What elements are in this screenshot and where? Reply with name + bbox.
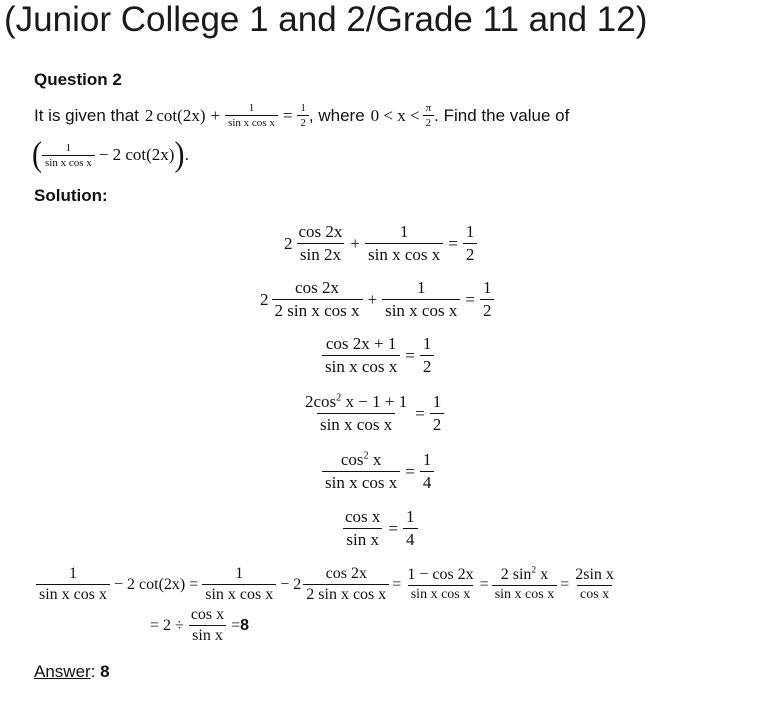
question-fraction-1: [225, 102, 278, 129]
fraction-numerator: [498, 566, 551, 585]
minus-cot-term: − 2 cot(2x) =: [114, 575, 199, 593]
coefficient: 2: [284, 233, 293, 253]
fraction-a: [302, 392, 410, 435]
equals-sign: =: [282, 105, 293, 125]
fraction-denominator: sin x cos x: [225, 115, 278, 129]
fraction-denominator: sin 2x: [297, 243, 344, 265]
fraction-numerator: cos 2x: [325, 565, 367, 582]
equals-sign: =: [465, 289, 475, 309]
fraction-denominator: sin x: [343, 528, 382, 550]
plus-sign: +: [367, 289, 378, 309]
solution-line-1: [284, 222, 477, 265]
fraction-a: [272, 278, 363, 321]
expression-period: .: [184, 145, 190, 164]
numerator-text: cos: [340, 450, 364, 469]
right-paren: ): [174, 135, 185, 174]
fraction-numerator: 1: [69, 565, 77, 582]
fraction-denominator: 2 sin x cos x: [303, 584, 389, 604]
inequality: 0 < x <: [370, 105, 420, 125]
equals-sign: =: [415, 403, 425, 423]
fraction-b: [382, 278, 460, 321]
exponent: 2: [363, 450, 369, 462]
fraction-denominator: 2 sin x cos x: [272, 299, 363, 321]
fraction-numerator: 1: [248, 102, 255, 114]
expression-rest: − 2 cot(2x): [98, 145, 175, 164]
fraction-rhs: [403, 507, 418, 550]
equals-sign: =: [448, 233, 458, 253]
cot-term: cot(2x): [156, 105, 206, 125]
page-title: (Junior College 1 and 2/Grade 11 and 12): [4, 0, 648, 39]
expression-fraction: [42, 142, 95, 169]
fraction-numerator: [338, 450, 385, 471]
fraction-denominator: 2: [463, 243, 478, 265]
numerator-text: 2cos: [305, 392, 337, 411]
fraction-numerator: π: [425, 102, 432, 114]
fraction-denominator: sin x cos x: [492, 585, 558, 603]
question-intro: It is given that: [34, 105, 139, 125]
fraction-denominator: 4: [403, 528, 418, 550]
numerator-text-rest: x: [368, 450, 382, 469]
fraction-numerator: cos x: [190, 606, 225, 623]
fraction-numerator: cos 2x + 1: [325, 334, 397, 353]
question-heading: Question 2: [34, 70, 122, 89]
fraction-denominator: 2: [297, 115, 309, 129]
fraction-numerator: 1: [235, 565, 244, 582]
coefficient: 2: [260, 289, 269, 309]
equals-result: =: [231, 616, 241, 634]
fraction-rhs: [420, 450, 435, 493]
plus-sign: +: [350, 233, 361, 253]
fraction-numerator: 1: [406, 507, 415, 526]
result-value: 8: [240, 616, 250, 634]
fraction-1: [36, 565, 110, 604]
fraction-rhs: [420, 334, 435, 377]
numerator-text: 2 sin: [500, 566, 532, 583]
fraction-rhs: [463, 222, 478, 265]
fraction-rhs: [430, 392, 445, 435]
fraction-numerator: cos 2x: [298, 222, 343, 241]
fraction-numerator: 1: [300, 102, 306, 114]
numerator-text-rest: x − 1 + 1: [341, 392, 408, 411]
equals-sign: =: [405, 461, 415, 481]
fraction-denominator: sin x: [189, 625, 226, 645]
fraction-denominator: 2: [420, 355, 435, 377]
minus-two: − 2: [280, 575, 302, 593]
divide-expression: = 2 ÷: [150, 616, 184, 634]
find-text: . Find the value of: [434, 105, 570, 125]
equals-sign: =: [479, 575, 489, 593]
fraction-denominator: sin x cos x: [202, 584, 276, 604]
numerator-text-rest: x: [536, 566, 549, 583]
solution-line-3: [322, 334, 434, 377]
fraction-denominator: 2: [480, 299, 495, 321]
fraction-denominator: 4: [420, 471, 435, 493]
answer-colon: :: [90, 662, 101, 681]
fraction-3: [303, 565, 389, 604]
equals-sign: =: [392, 575, 402, 593]
fraction-numerator: 1 − cos 2x: [407, 566, 474, 583]
fraction-numerator: 1: [422, 450, 432, 469]
plus-sign: +: [210, 105, 221, 125]
fraction-denominator: sin x cos x: [317, 413, 395, 435]
fraction-denominator: sin x cos x: [42, 155, 95, 169]
question-statement: [34, 102, 569, 129]
answer-value: 8: [100, 662, 110, 681]
solution-line-4: [302, 392, 444, 435]
fraction-numerator: 1: [422, 334, 432, 353]
fraction-numerator: [302, 392, 410, 413]
fraction-numerator: 1: [432, 392, 442, 411]
fraction-denominator: sin x cos x: [322, 355, 400, 377]
exponent: 2: [336, 392, 342, 404]
fraction-denominator: sin x cos x: [322, 471, 400, 493]
fraction-numerator: 1: [465, 222, 475, 241]
exponent: 2: [531, 564, 537, 576]
fraction-denominator: 2: [430, 413, 445, 435]
solution-line-2: [260, 278, 494, 321]
fraction-numerator: cos 2x: [295, 278, 339, 297]
solution-heading: Solution:: [34, 186, 108, 205]
fraction-numerator: 2sin x: [575, 566, 614, 583]
fraction-denominator: cos x: [577, 585, 612, 603]
fraction-6: [572, 566, 617, 603]
fraction-denominator: sin x cos x: [382, 299, 460, 321]
fraction-a: [296, 222, 346, 265]
solution-line-5: [322, 450, 434, 493]
answer-line: [34, 662, 110, 682]
fraction-denominator: sin x cos x: [365, 243, 443, 265]
solution-line-8: [150, 606, 249, 645]
fraction-5: [492, 566, 558, 603]
equals-sign: =: [388, 518, 399, 538]
question-expression: [32, 135, 190, 174]
equals-sign: =: [560, 575, 570, 593]
fraction-rhs: [480, 278, 495, 321]
equals-sign: =: [405, 345, 415, 365]
question-rhs-fraction: [297, 102, 309, 129]
fraction-b: [365, 222, 443, 265]
coef: 2: [144, 105, 154, 125]
fraction-denominator: sin x cos x: [36, 584, 110, 604]
fraction-denominator: sin x cos x: [408, 585, 474, 603]
fraction-denominator: 2: [423, 115, 435, 129]
fraction-a: [322, 450, 400, 493]
fraction-a: [322, 334, 400, 377]
fraction-a: [342, 507, 383, 550]
fraction-4: [404, 566, 476, 603]
fraction-numerator: 1: [65, 141, 72, 154]
fraction-numerator: 1: [482, 278, 492, 297]
fraction-cot: [188, 606, 227, 645]
answer-label: Answer: [34, 662, 91, 681]
fraction-numerator: cos x: [345, 507, 381, 526]
fraction-numerator: 1: [416, 278, 426, 297]
fraction-numerator: 1: [399, 222, 409, 241]
fraction-2: [202, 565, 276, 604]
solution-line-7: [36, 565, 617, 604]
where-text: , where: [308, 105, 365, 125]
solution-line-6: [342, 507, 418, 550]
pi-over-two: [420, 102, 435, 129]
left-paren: (: [32, 135, 42, 174]
